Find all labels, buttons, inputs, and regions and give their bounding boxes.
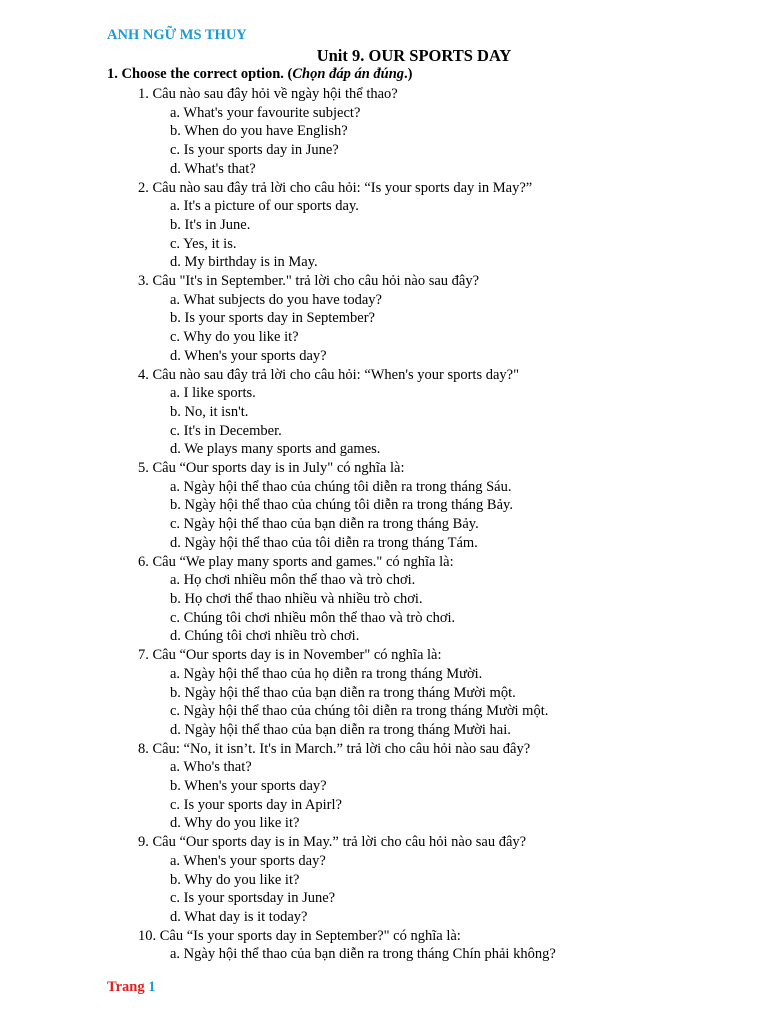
question-item [0,459,768,553]
answer-option: b. Why do you like it? [170,871,300,888]
section-heading [107,66,412,83]
answer-option: d. What day is it today? [170,908,308,925]
question-text: 10. Câu “Is your sports day in September?" có nghĩa là: [138,927,461,944]
answer-option: b. When do you have English? [170,123,348,140]
answer-option: b. It's in June. [170,216,251,233]
question-text: 1. Câu nào sau đây hỏi về ngày hội thể thao? [138,86,398,102]
answer-option: a. Ngày hội thể thao của bạn diễn ra trong tháng Chín phải không? [170,946,556,963]
answer-option: a. What subjects do you have today? [170,291,382,308]
answer-option: c. Ngày hội thể thao của bạn diễn ra trong tháng Bảy. [170,516,479,533]
answer-option: a. I like sports. [170,385,256,402]
question-item [0,833,768,927]
page-header: ANH NGỮ MS THUY [107,27,247,43]
question-text: 4. Câu nào sau đây trả lời cho câu hỏi: “When's your sports day?" [138,366,520,383]
answer-option: c. Is your sports day in Apirl? [170,796,342,813]
answer-option: d. Chúng tôi chơi nhiều trò chơi. [170,628,360,645]
question-item [0,646,768,740]
question-text: 8. Câu: “No, it isn’t. It's in March.” trả lời cho câu hỏi nào sau đây? [138,740,531,757]
answer-option: c. Chúng tôi chơi nhiều môn thể thao và trò chơi. [170,609,456,626]
question-text: 3. Câu "It's in September." trả lời cho câu hỏi nào sau đây? [138,273,480,290]
answer-option: d. We plays many sports and games. [170,441,381,458]
page-title: Unit 9. OUR SPORTS DAY [316,46,512,65]
answer-option: a. Ngày hội thể thao của họ diễn ra trong tháng Mười. [170,665,483,682]
answer-option: a. Họ chơi nhiều môn thể thao và trò chơi. [170,572,416,589]
question-text: 5. Câu “Our sports day is in July" có nghĩa là: [138,460,405,477]
answer-option: a. It's a picture of our sports day. [170,198,359,215]
question-item [0,553,768,647]
answer-option: b. When's your sports day? [170,778,327,795]
answer-option: b. Ngày hội thể thao của chúng tôi diễn ra trong tháng Bảy. [170,497,513,514]
question-item [0,740,768,834]
answer-option: d. Ngày hội thể thao của tôi diễn ra trong tháng Tám. [170,534,478,551]
answer-option: d. When's your sports day? [170,347,327,364]
answer-option: d. My birthday is in May. [170,254,318,271]
answer-option: c. Is your sports day in June? [170,142,339,159]
answer-option: b. No, it isn't. [170,403,249,420]
question-item [0,179,768,273]
page-footer [107,979,155,996]
question-text: 9. Câu “Our sports day is in May.” trả lời cho câu hỏi nào sau đây? [138,834,527,851]
answer-option: c. It's in December. [170,422,282,439]
answer-option: c. Ngày hội thể thao của chúng tôi diễn ra trong tháng Mười một. [170,703,549,720]
question-item [0,85,768,179]
answer-option: a. Ngày hội thể thao của chúng tôi diễn ra trong tháng Sáu. [170,478,512,495]
question-text: 2. Câu nào sau đây trả lời cho câu hỏi: “Is your sports day in May?” [138,179,533,196]
answer-option: b. Is your sports day in September? [170,310,375,327]
question-text: 6. Câu “We play many sports and games." có nghĩa là: [138,553,454,570]
answer-option: d. Why do you like it? [170,815,300,832]
footer-label: Trang [107,979,149,995]
section-heading-text: 1. Choose the correct option. ( [107,66,293,82]
answer-option: a. Who's that? [170,759,252,776]
question-item [0,927,768,964]
answer-option: a. What's your favourite subject? [170,104,361,121]
answer-option: c. Is your sportsday in June? [170,890,336,907]
question-list [0,85,768,964]
answer-option: c. Why do you like it? [170,329,299,346]
question-item [0,366,768,460]
answer-option: c. Yes, it is. [170,235,237,252]
answer-option: a. When's your sports day? [170,852,326,869]
answer-option: d. What's that? [170,160,256,177]
answer-option: b. Họ chơi thể thao nhiều và nhiều trò chơi. [170,590,423,607]
answer-option: d. Ngày hội thể thao của bạn diễn ra trong tháng Mười hai. [170,721,511,738]
section-heading-close: .) [404,66,413,82]
question-text: 7. Câu “Our sports day is in November" có nghĩa là: [138,647,442,664]
question-item [0,272,768,366]
section-note: Chọn đáp án đúng [292,66,405,82]
answer-option: b. Ngày hội thể thao của bạn diễn ra trong tháng Mười một. [170,684,516,701]
page-number: 1 [148,979,156,995]
